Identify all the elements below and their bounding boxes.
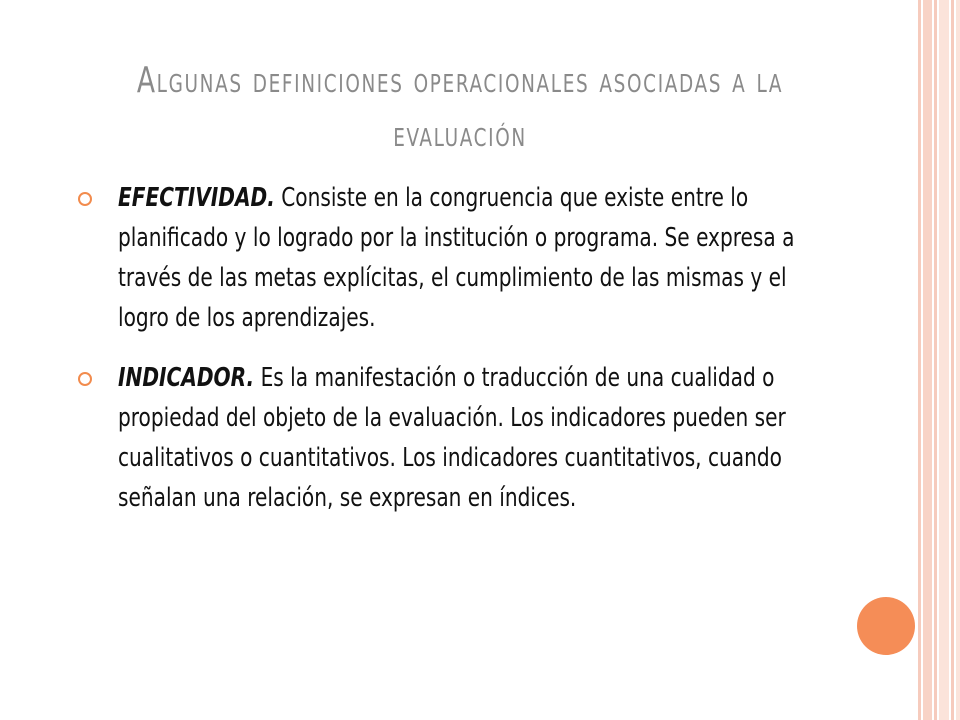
bullet-item-efectividad bbox=[78, 178, 818, 338]
bullet-list bbox=[78, 178, 818, 538]
bullet-item-indicador bbox=[78, 358, 818, 518]
bullet-term: INDICADOR. bbox=[118, 363, 255, 393]
border-stripe bbox=[918, 0, 921, 720]
slide-title: Algunas definiciones operacionales asociadas a la evaluación bbox=[136, 60, 784, 156]
border-stripe bbox=[923, 0, 932, 720]
border-stripe bbox=[951, 0, 954, 720]
border-stripe bbox=[939, 0, 949, 720]
bullet-icon bbox=[78, 372, 92, 386]
border-stripe bbox=[956, 0, 960, 720]
bullet-term: EFECTIVIDAD. bbox=[118, 183, 275, 213]
accent-circle bbox=[857, 597, 915, 655]
bullet-icon bbox=[78, 192, 92, 206]
bullet-text bbox=[118, 358, 816, 518]
bullet-definition: Consiste en la congruencia que existe entre lo planificado y lo logrado por la institución o programa. Se expresa a través de las metas explícitas, el cumplimiento de las mismas y el logro de los aprendizajes. bbox=[118, 183, 795, 333]
bullet-text bbox=[118, 178, 816, 338]
bullet-definition: Es la manifestación o traducción de una cualidad o propiedad del objeto de la evaluación. Los indicadores pueden ser cualitativos o cuantitativos. Los indicadores cuantitativos, cuando señalan una relación, se expresan en índices. bbox=[118, 363, 786, 513]
border-stripe bbox=[934, 0, 937, 720]
